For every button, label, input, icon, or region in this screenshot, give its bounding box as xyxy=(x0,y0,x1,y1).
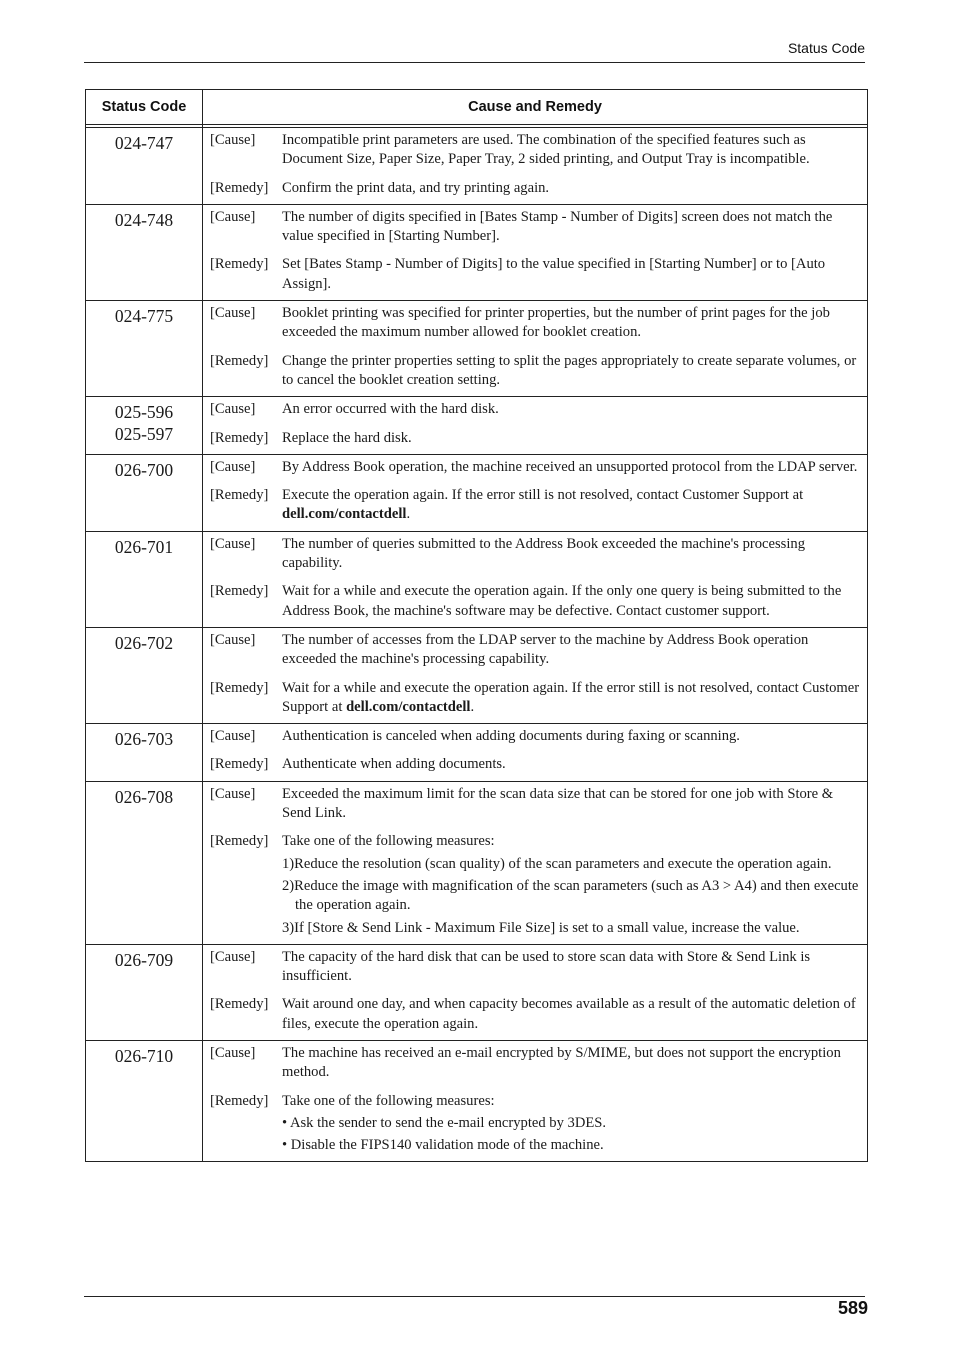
status-code: 024-775 xyxy=(114,306,174,327)
entry-label: [Remedy] xyxy=(210,352,269,369)
entry-text-block xyxy=(282,304,867,343)
remedy-entry xyxy=(203,1092,867,1156)
entry-text-block xyxy=(282,486,867,525)
cause-entry xyxy=(203,131,867,170)
contact-link-text: dell.com/contactdell xyxy=(282,506,407,523)
entry-text-suffix: . xyxy=(406,506,411,523)
entry-text-block xyxy=(282,458,867,477)
table-row xyxy=(86,1040,868,1161)
entry-text-suffix: . xyxy=(470,698,475,715)
entry-text-block xyxy=(282,400,867,419)
cause-remedy-cell xyxy=(203,531,868,627)
entry-text: Incompatible print parameters are used. The combination of the specified features such as Document Size, Paper Size, Paper Tray, 2 sided printing, and Output Tray is incompatible. xyxy=(282,132,810,168)
status-code: 025-596 xyxy=(114,402,174,423)
cause-entry xyxy=(203,535,867,574)
entry-label: [Cause] xyxy=(210,305,256,322)
cause-remedy-cell xyxy=(203,1040,868,1161)
entry-text: Authentication is canceled when adding documents during faxing or scanning. xyxy=(282,728,740,745)
status-code-cell xyxy=(86,204,203,300)
table-row xyxy=(86,301,868,397)
table-row xyxy=(86,454,868,531)
cause-entry xyxy=(203,208,867,247)
table-header-row xyxy=(86,90,868,125)
entry-label: [Cause] xyxy=(210,785,256,802)
entry-label: [Remedy] xyxy=(210,583,269,600)
remedy-entry xyxy=(203,995,867,1034)
entry-text: The number of queries submitted to the Address Book exceeded the machine's processing capability. xyxy=(282,535,806,572)
table-row xyxy=(86,531,868,627)
entry-label: [Cause] xyxy=(210,208,256,225)
status-code: 024-748 xyxy=(114,209,174,230)
entry-text: The capacity of the hard disk that can be used to store scan data with Store & Send Link is insufficient. xyxy=(282,948,811,985)
entry-label: [Cause] xyxy=(210,1044,256,1061)
entry-text: Booklet printing was specified for printer properties, but the number of print pages for the job exceeded the maximum number allowed for booklet creation. xyxy=(282,305,830,341)
entry-text-block xyxy=(282,631,867,670)
measure-item: 3)If [Store & Send Link - Maximum File Size] is set to a small value, increase the value. xyxy=(282,919,800,936)
status-code-table xyxy=(85,89,868,1162)
cause-entry xyxy=(203,304,867,343)
remedy-entry xyxy=(203,679,867,718)
entry-label: [Remedy] xyxy=(210,996,269,1013)
entry-text-block xyxy=(282,208,867,247)
entry-text-block xyxy=(282,948,867,987)
entry-text: Change the printer properties setting to split the pages appropriately to create separate volumes, or to cancel the booklet creation setting. xyxy=(282,352,857,388)
entry-label: [Cause] xyxy=(210,631,256,648)
entry-label: [Remedy] xyxy=(210,179,269,196)
entry-text-block xyxy=(282,1092,867,1156)
remedy-entry xyxy=(203,755,867,774)
status-code-cell xyxy=(86,724,203,782)
measure-item: • Disable the FIPS140 validation mode of the machine. xyxy=(282,1137,604,1154)
table-row xyxy=(86,944,868,1040)
cause-remedy-cell xyxy=(203,128,868,205)
entry-text: The number of accesses from the LDAP server to the machine by Address Book operation exceeded the machine's processing capability. xyxy=(282,631,809,668)
status-code: 026-702 xyxy=(114,632,174,653)
cause-remedy-cell xyxy=(203,944,868,1040)
table-row xyxy=(86,204,868,300)
cause-entry xyxy=(203,400,867,419)
cause-entry xyxy=(203,785,867,824)
cause-entry xyxy=(203,727,867,746)
cause-remedy-cell xyxy=(203,397,868,455)
status-code-cell xyxy=(86,454,203,531)
running-header: Status Code xyxy=(787,40,865,56)
entry-text-block xyxy=(282,785,867,824)
measure-item: 2)Reduce the image with magnification of the scan parameters (such as A3 > A4) and then execute the operation again. xyxy=(282,877,859,914)
entry-text: By Address Book operation, the machine received an unsupported protocol from the LDAP server. xyxy=(282,458,858,475)
entry-label: [Cause] xyxy=(210,948,256,965)
entry-text: Wait for a while and execute the operation again. If the only one query is being submitted to the Address Book, the machine's software may be defective. Contact customer support. xyxy=(282,583,842,619)
status-code: 026-701 xyxy=(114,536,174,557)
status-code: 026-709 xyxy=(114,949,174,970)
entry-label: [Cause] xyxy=(210,728,256,745)
remedy-entry xyxy=(203,832,867,937)
status-code: 026-710 xyxy=(114,1045,174,1066)
table-row xyxy=(86,397,868,455)
entry-text: Exceeded the maximum limit for the scan data size that can be stored for one job with Store & Send Link. xyxy=(282,785,834,822)
status-code-cell xyxy=(86,781,203,944)
status-code-cell xyxy=(86,627,203,723)
status-code-cell xyxy=(86,944,203,1040)
table-row xyxy=(86,781,868,944)
entry-text: The machine has received an e-mail encrypted by S/MIME, but does not support the encryption method. xyxy=(282,1044,841,1081)
table-row xyxy=(86,128,868,205)
entry-text: An error occurred with the hard disk. xyxy=(282,401,499,418)
entry-text-block xyxy=(282,179,867,198)
cause-entry xyxy=(203,948,867,987)
entry-text-block xyxy=(282,832,867,937)
entry-label: [Remedy] xyxy=(210,679,269,696)
entry-label: [Cause] xyxy=(210,535,256,552)
status-code: 026-708 xyxy=(114,786,174,807)
entry-text: Execute the operation again. If the error still is not resolved, contact Customer Support at xyxy=(282,487,804,504)
status-code: 024-747 xyxy=(114,133,174,153)
entry-text-block xyxy=(282,1044,867,1083)
entry-label: [Remedy] xyxy=(210,756,269,773)
entry-text-block xyxy=(282,535,867,574)
status-code-cell xyxy=(86,397,203,455)
status-code-cell xyxy=(86,301,203,397)
entry-text-block xyxy=(282,255,867,294)
entry-text: Take one of the following measures: xyxy=(282,1092,495,1109)
cause-remedy-cell xyxy=(203,627,868,723)
remedy-entry xyxy=(203,352,867,391)
table-row xyxy=(86,627,868,723)
cause-remedy-cell xyxy=(203,204,868,300)
status-code: 026-703 xyxy=(114,729,174,750)
entry-text: Take one of the following measures: xyxy=(282,833,495,850)
entry-text-block xyxy=(282,131,867,170)
remedy-entry xyxy=(203,255,867,294)
entry-text: Replace the hard disk. xyxy=(282,429,412,446)
entry-text: Authenticate when adding documents. xyxy=(282,756,506,773)
cause-entry xyxy=(203,1044,867,1083)
status-code: 026-700 xyxy=(114,459,174,480)
table-body xyxy=(86,128,868,1162)
entry-text: Wait around one day, and when capacity becomes available as a result of the automatic deletion of files, execute the operation again. xyxy=(282,996,856,1032)
header-rule xyxy=(84,62,865,63)
cause-remedy-cell xyxy=(203,781,868,944)
entry-label: [Remedy] xyxy=(210,487,269,504)
remedy-entry xyxy=(203,179,867,198)
measure-item: 1)Reduce the resolution (scan quality) of the scan parameters and execute the operation again. xyxy=(282,855,832,872)
entry-text: Set [Bates Stamp - Number of Digits] to the value specified in [Starting Number] or to [Auto Assign]. xyxy=(282,256,826,292)
entry-label: [Remedy] xyxy=(210,429,269,446)
status-code-cell xyxy=(86,1040,203,1161)
entry-text: The number of digits specified in [Bates Stamp - Number of Digits] screen does not match the value specified in [Starting Number]. xyxy=(282,208,833,245)
entry-label: [Cause] xyxy=(210,401,256,418)
cause-entry xyxy=(203,458,867,477)
remedy-entry xyxy=(203,429,867,448)
cause-entry xyxy=(203,631,867,670)
entry-text-block xyxy=(282,727,867,746)
cause-remedy-cell xyxy=(203,454,868,531)
footer-rule xyxy=(84,1296,865,1297)
column-header-cause-remedy: Cause and Remedy xyxy=(203,90,868,125)
remedy-entry xyxy=(203,582,867,621)
entry-text-block xyxy=(282,679,867,718)
entry-label: [Cause] xyxy=(210,132,256,148)
entry-text-block xyxy=(282,429,867,448)
entry-label: [Remedy] xyxy=(210,256,269,273)
entry-text: Wait for a while and execute the operation again. If the error still is not resolved, contact Customer Support at xyxy=(282,679,860,715)
entry-text-block xyxy=(282,995,867,1034)
contact-link-text: dell.com/contactdell xyxy=(346,698,471,715)
status-code-cell xyxy=(86,531,203,627)
entry-label: [Remedy] xyxy=(210,833,269,850)
remedy-entry xyxy=(203,486,867,525)
entry-text: Confirm the print data, and try printing again. xyxy=(282,179,550,196)
entry-label: [Remedy] xyxy=(210,1092,269,1109)
page-number: 589 xyxy=(837,1298,868,1318)
cause-remedy-cell xyxy=(203,301,868,397)
entry-label: [Cause] xyxy=(210,458,256,475)
entry-text-block xyxy=(282,755,867,774)
entry-text-block xyxy=(282,582,867,621)
table-row xyxy=(86,724,868,782)
cause-remedy-cell xyxy=(203,724,868,782)
column-header-status-code: Status Code xyxy=(86,90,203,125)
measure-item: • Ask the sender to send the e-mail encrypted by 3DES. xyxy=(282,1114,607,1131)
entry-text-block xyxy=(282,352,867,391)
status-code: 025-597 xyxy=(114,424,174,445)
status-code-cell xyxy=(86,128,203,205)
